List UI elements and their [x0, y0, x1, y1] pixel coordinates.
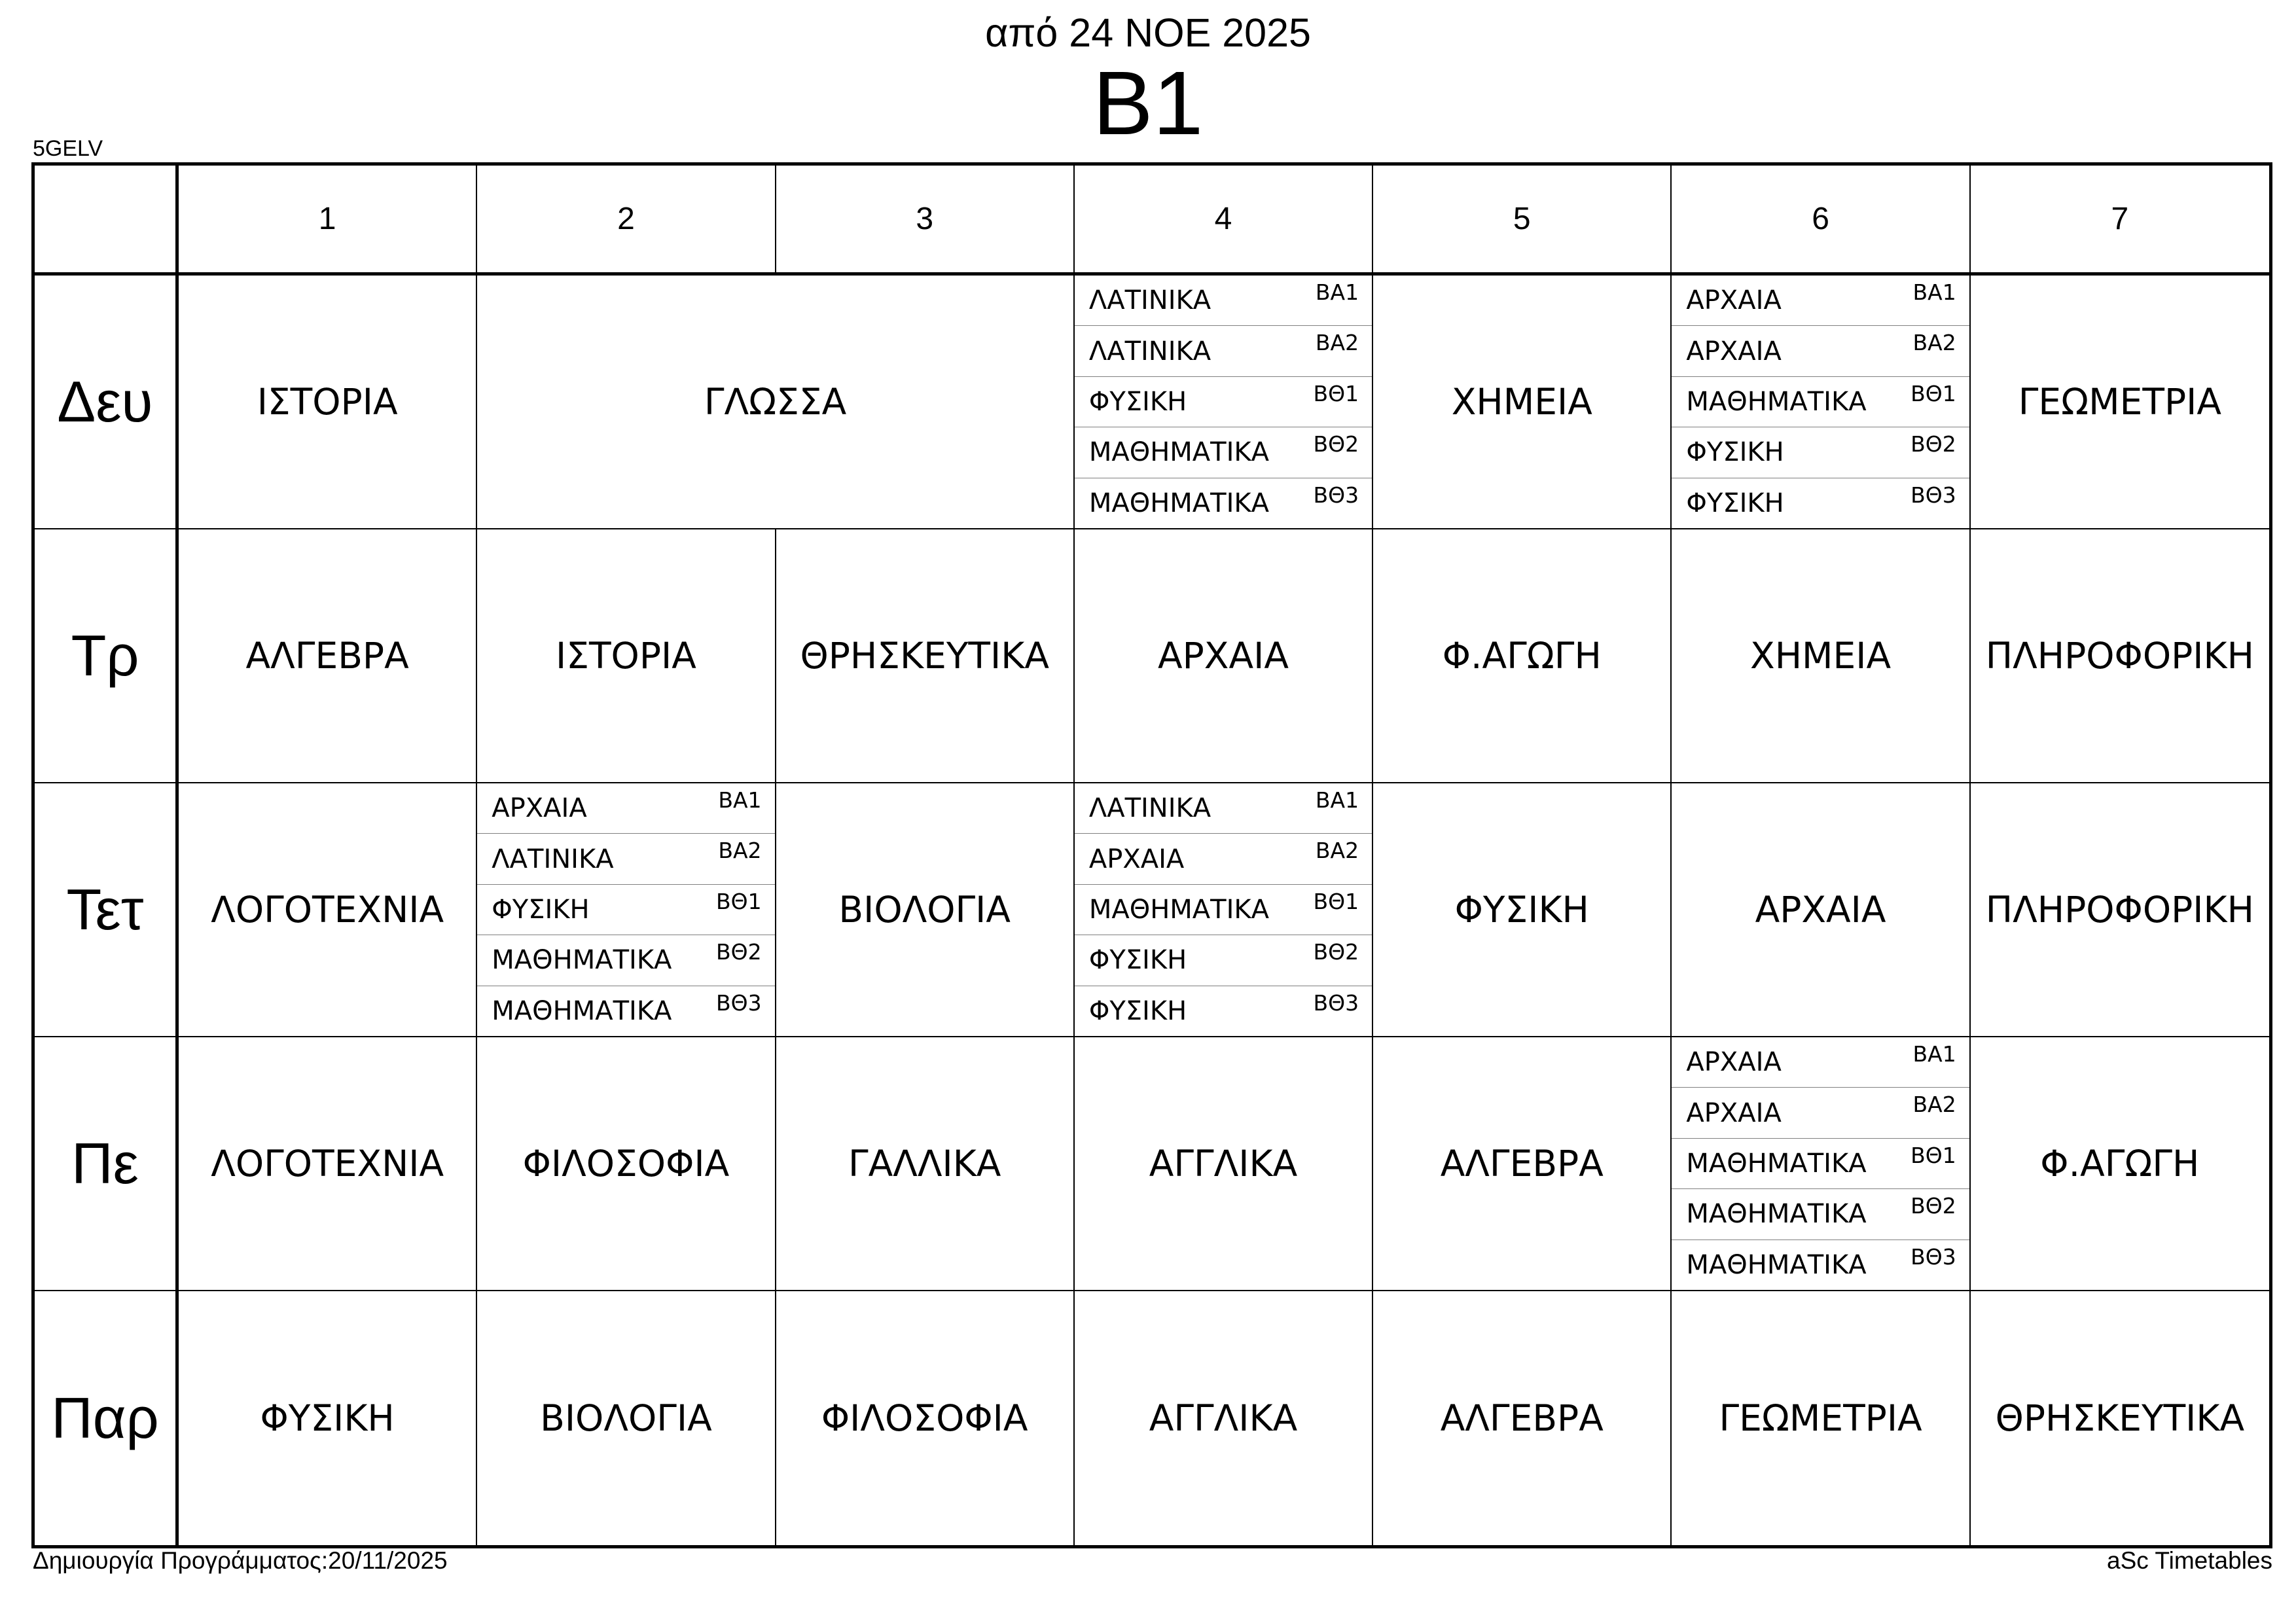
- day-label: Τετ: [35, 783, 179, 1037]
- group-lesson: [1672, 326, 1969, 376]
- lesson-cell: ΠΛΗΡΟΦΟΡΙΚΗ: [1971, 783, 2269, 1037]
- lesson-subject: ΑΡΧΑΙΑ: [1686, 336, 1782, 366]
- group-lesson: [1672, 1037, 1969, 1088]
- day-label: Τρ: [35, 529, 179, 783]
- group-lesson: [1075, 427, 1372, 478]
- lesson-group: ΒΑ2: [1315, 838, 1359, 864]
- lesson-subject: ΜΑΘΗΜΑΤΙΚΑ: [492, 995, 672, 1026]
- lesson-cell: Φ.ΑΓΩΓΗ: [1971, 1037, 2269, 1291]
- lesson-group: ΒΑ2: [1912, 330, 1956, 356]
- group-lesson: [1672, 1088, 1969, 1138]
- lesson-cell: ΑΛΓΕΒΡΑ: [179, 529, 477, 783]
- lesson-subject: ΛΑΤΙΝΙΚΑ: [1088, 793, 1211, 824]
- group-lesson: [1075, 986, 1372, 1036]
- lesson-cell: ΓΛΩΣΣΑ: [477, 276, 1075, 529]
- lesson-group: ΒΘ3: [1313, 482, 1359, 508]
- lesson-subject: ΦΥΣΙΚΗ: [492, 895, 590, 925]
- group-lesson: [1075, 377, 1372, 427]
- lesson-subject: ΜΑΘΗΜΑΤΙΚΑ: [1686, 1199, 1867, 1230]
- lesson-cell: ΑΓΓΛΙΚΑ: [1075, 1291, 1373, 1545]
- lesson-cell: ΘΡΗΣΚΕΥΤΙΚΑ: [1995, 1397, 2245, 1439]
- lesson-group: ΒΘ3: [1313, 990, 1359, 1016]
- day-label: Πε: [35, 1037, 179, 1291]
- lesson-cell: ΦΙΛΟΣΟΦΙΑ: [477, 1037, 776, 1291]
- lesson-group: ΒΘ2: [715, 939, 762, 965]
- group-lesson: [1672, 276, 1969, 326]
- lesson-subject: ΦΥΣΙΚΗ: [1088, 387, 1187, 418]
- lesson-group: ΒΑ1: [1912, 279, 1956, 305]
- period-header: 1: [179, 166, 477, 276]
- group-lesson: [1075, 885, 1372, 935]
- day-label: Δευ: [35, 276, 179, 529]
- corner-cell: [35, 166, 179, 276]
- lesson-cell: ΠΛΗΡΟΦΟΡΙΚΗ: [1971, 529, 2269, 783]
- lesson-subject: ΑΡΧΑΙΑ: [1686, 1047, 1782, 1078]
- lesson-cell-split: [1075, 783, 1373, 1037]
- lesson-subject: ΜΑΘΗΜΑΤΙΚΑ: [1686, 387, 1867, 418]
- group-lesson: [1672, 427, 1969, 478]
- group-lesson: [1672, 1189, 1969, 1240]
- lesson-group: ΒΑ2: [1912, 1092, 1956, 1118]
- lesson-subject: ΛΑΤΙΝΙΚΑ: [1088, 336, 1211, 366]
- lesson-group: ΒΑ1: [1315, 279, 1359, 305]
- lesson-subject: ΜΑΘΗΜΑΤΙΚΑ: [1088, 895, 1269, 925]
- lesson-subject: ΦΥΣΙΚΗ: [1088, 995, 1187, 1026]
- lesson-subject: ΜΑΘΗΜΑΤΙΚΑ: [1088, 488, 1269, 518]
- period-header: 4: [1075, 166, 1373, 276]
- group-lesson: [1075, 326, 1372, 376]
- timetable-grid: [31, 162, 2272, 1548]
- group-lesson: [477, 834, 774, 884]
- period-header: 3: [776, 166, 1075, 276]
- day-label: Παρ: [35, 1291, 179, 1545]
- lesson-subject: ΦΥΣΙΚΗ: [1088, 945, 1187, 976]
- timetable-subtitle: από 24 ΝΟΕ 2025: [985, 10, 1311, 55]
- lesson-group: ΒΑ2: [718, 838, 762, 864]
- group-lesson: [1075, 478, 1372, 528]
- lesson-cell: ΑΡΧΑΙΑ: [1672, 783, 1970, 1037]
- lesson-cell-split: [1672, 1037, 1970, 1291]
- group-lesson: [1672, 377, 1969, 427]
- lesson-group: ΒΘ2: [1910, 431, 1956, 457]
- lesson-cell: ΑΛΓΕΒΡΑ: [1373, 1037, 1672, 1291]
- lesson-cell: ΛΟΓΟΤΕΧΝΙΑ: [179, 1037, 477, 1291]
- lesson-group: ΒΑ2: [1315, 330, 1359, 356]
- software-brand: aSc Timetables: [2107, 1547, 2272, 1574]
- lesson-group: ΒΑ1: [718, 787, 762, 813]
- lesson-cell-split: [1075, 276, 1373, 529]
- lesson-group: ΒΘ1: [1313, 380, 1359, 406]
- lesson-cell: ΒΙΟΛΟΓΙΑ: [776, 783, 1075, 1037]
- lesson-subject: ΛΑΤΙΝΙΚΑ: [1088, 285, 1211, 316]
- lesson-group: ΒΘ2: [1313, 431, 1359, 457]
- lesson-cell: ΦΙΛΟΣΟΦΙΑ: [776, 1291, 1075, 1545]
- group-lesson: [1075, 276, 1372, 326]
- lesson-cell: ΑΓΓΛΙΚΑ: [1075, 1037, 1373, 1291]
- creation-date: Δημιουργία Προγράμματος:20/11/2025: [33, 1547, 448, 1574]
- lesson-subject: ΑΡΧΑΙΑ: [492, 793, 587, 824]
- lesson-cell: ΧΗΜΕΙΑ: [1672, 529, 1970, 783]
- period-header: 7: [1971, 166, 2269, 276]
- lesson-cell: ΘΡΗΣΚΕΥΤΙΚΑ: [776, 529, 1075, 783]
- lesson-group: ΒΑ1: [1315, 787, 1359, 813]
- lesson-group: ΒΘ2: [1910, 1193, 1956, 1219]
- lesson-group: ΒΘ2: [1313, 939, 1359, 965]
- lesson-subject: ΜΑΘΗΜΑΤΙΚΑ: [1088, 437, 1269, 468]
- lesson-cell: ΓΕΩΜΕΤΡΙΑ: [1971, 276, 2269, 529]
- lesson-cell-split: [477, 783, 776, 1037]
- group-lesson: [477, 783, 774, 834]
- lesson-subject: ΛΑΤΙΝΙΚΑ: [492, 844, 614, 874]
- group-lesson: [477, 986, 774, 1036]
- lesson-cell: ΓΕΩΜΕΤΡΙΑ: [1672, 1291, 1970, 1545]
- lesson-cell: ΙΣΤΟΡΙΑ: [179, 276, 477, 529]
- group-lesson: [477, 885, 774, 935]
- lesson-cell: ΧΗΜΕΙΑ: [1373, 276, 1672, 529]
- lesson-subject: ΦΥΣΙΚΗ: [1686, 437, 1784, 468]
- lesson-group: ΒΑ1: [1912, 1041, 1956, 1067]
- lesson-cell-split: [1672, 276, 1970, 529]
- lesson-subject: ΑΡΧΑΙΑ: [1088, 844, 1185, 874]
- lesson-group: ΒΘ1: [1313, 888, 1359, 914]
- lesson-subject: ΑΡΧΑΙΑ: [1686, 285, 1782, 316]
- lesson-group: ΒΘ1: [715, 888, 762, 914]
- lesson-cell: Φ.ΑΓΩΓΗ: [1373, 529, 1672, 783]
- group-lesson: [1075, 935, 1372, 986]
- lesson-cell: ΙΣΤΟΡΙΑ: [477, 529, 776, 783]
- lesson-cell: ΓΑΛΛΙΚΑ: [776, 1037, 1075, 1291]
- school-code: 5GELV: [33, 136, 103, 161]
- lesson-subject: ΑΡΧΑΙΑ: [1686, 1097, 1782, 1128]
- lesson-subject: ΜΑΘΗΜΑΤΙΚΑ: [492, 945, 672, 976]
- lesson-group: ΒΘ3: [1910, 1243, 1956, 1270]
- period-header: 6: [1672, 166, 1970, 276]
- class-title: B1: [1092, 53, 1204, 154]
- group-lesson: [1672, 1139, 1969, 1189]
- lesson-cell: ΛΟΓΟΤΕΧΝΙΑ: [179, 783, 477, 1037]
- period-header: 5: [1373, 166, 1672, 276]
- lesson-subject: ΜΑΘΗΜΑΤΙΚΑ: [1686, 1149, 1867, 1179]
- lesson-subject: ΜΑΘΗΜΑΤΙΚΑ: [1686, 1249, 1867, 1280]
- lesson-cell: ΑΛΓΕΒΡΑ: [1373, 1291, 1672, 1545]
- lesson-group: ΒΘ3: [715, 990, 762, 1016]
- group-lesson: [1672, 1240, 1969, 1290]
- lesson-cell: ΒΙΟΛΟΓΙΑ: [477, 1291, 776, 1545]
- period-header: 2: [477, 166, 776, 276]
- group-lesson: [1075, 834, 1372, 884]
- lesson-subject: ΦΥΣΙΚΗ: [1686, 488, 1784, 518]
- lesson-cell: ΑΡΧΑΙΑ: [1075, 529, 1373, 783]
- group-lesson: [1075, 783, 1372, 834]
- group-lesson: [477, 935, 774, 986]
- lesson-cell: ΦΥΣΙΚΗ: [1373, 783, 1672, 1037]
- lesson-group: ΒΘ3: [1910, 482, 1956, 508]
- lesson-group: ΒΘ1: [1910, 1142, 1956, 1168]
- lesson-group: ΒΘ1: [1910, 380, 1956, 406]
- lesson-cell: ΦΥΣΙΚΗ: [179, 1291, 477, 1545]
- group-lesson: [1672, 478, 1969, 528]
